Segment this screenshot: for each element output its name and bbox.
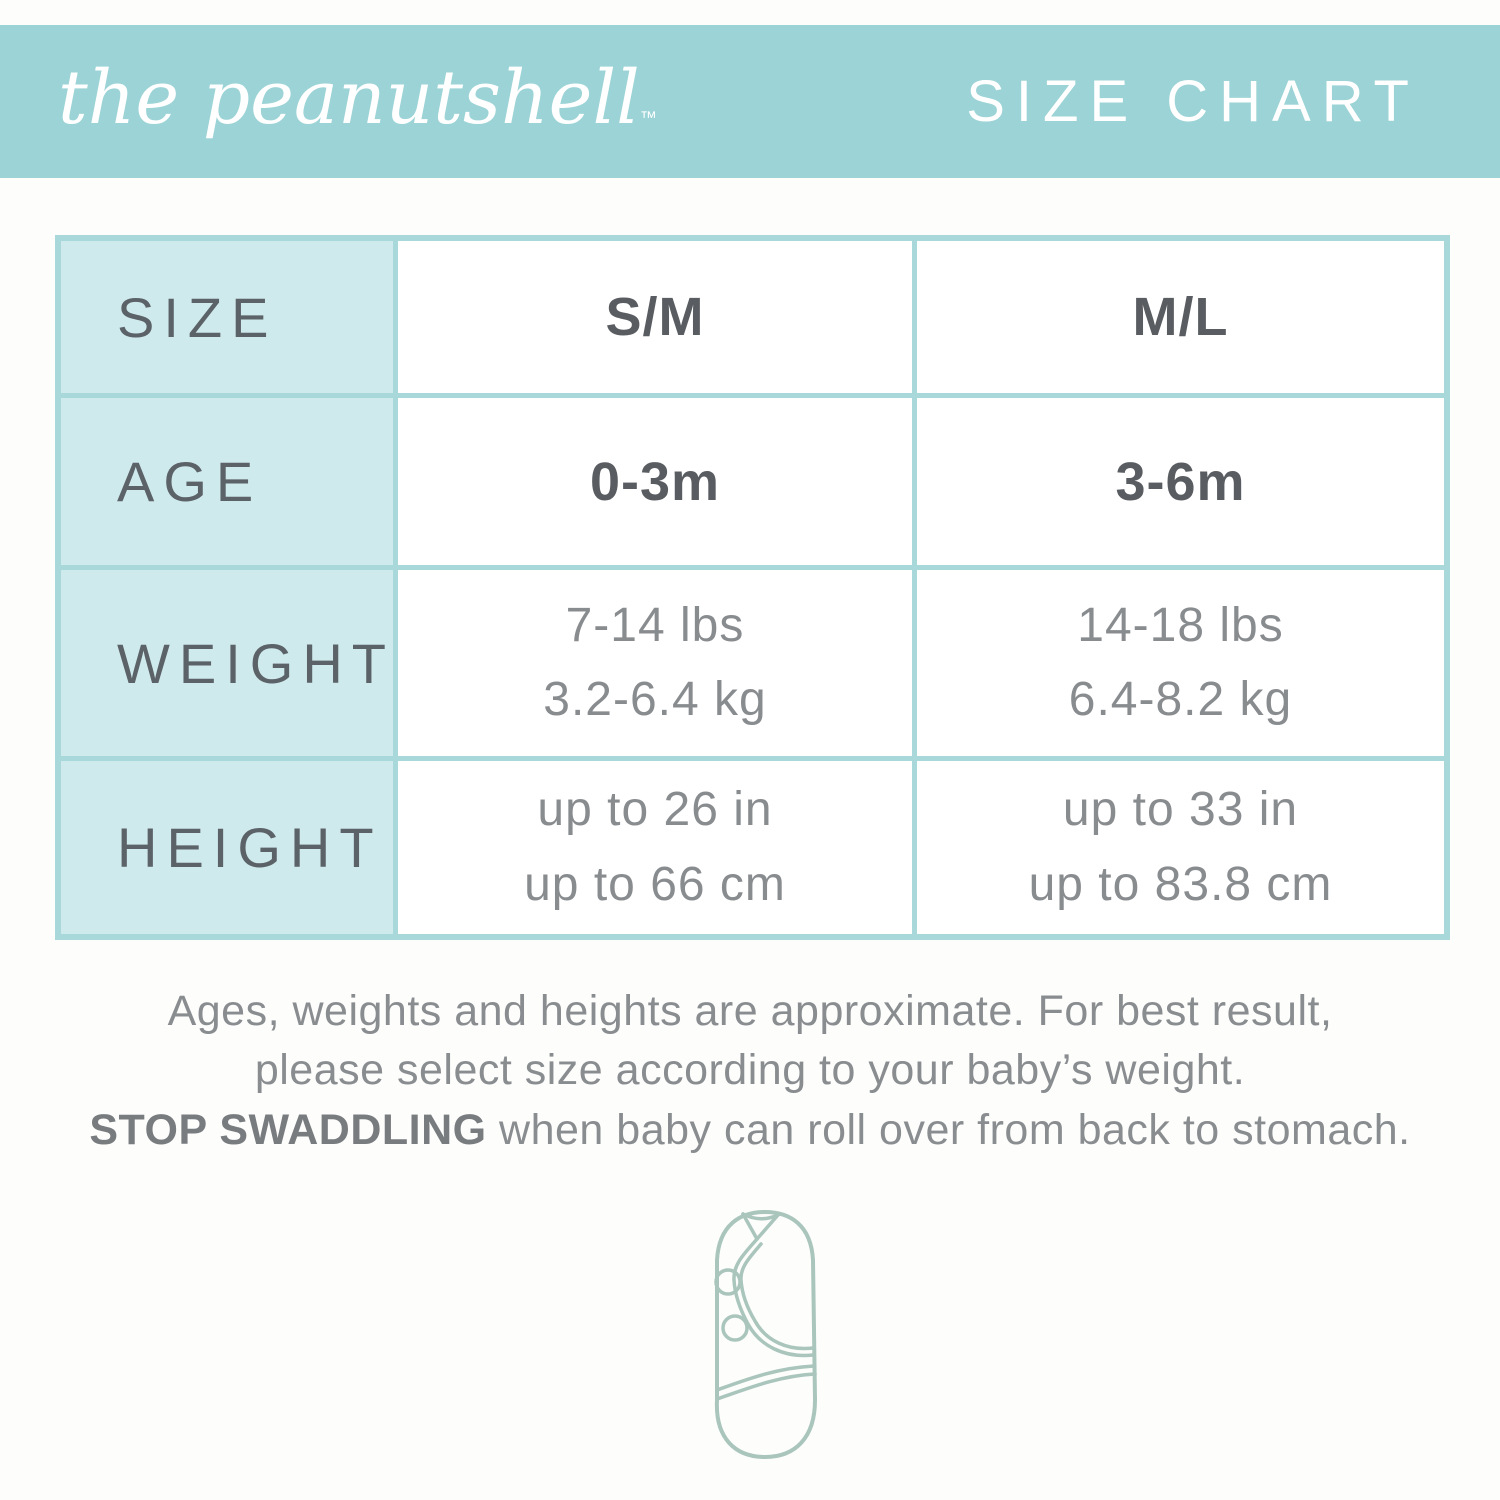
weight-ml-kg: 6.4-8.2 kg xyxy=(1068,673,1293,726)
cell-size-ml: M/L xyxy=(912,241,1444,393)
height-ml-in: up to 33 in xyxy=(1062,783,1299,837)
row-label-size: SIZE xyxy=(61,241,393,393)
row-label-age: AGE xyxy=(61,393,393,565)
disclaimer-line-2: please select size according to your baby’s weight. xyxy=(254,1046,1246,1095)
cell-age-sm: 0-3m xyxy=(393,393,912,565)
height-ml-cm: up to 83.8 cm xyxy=(1028,857,1333,911)
cell-height-ml xyxy=(912,756,1444,934)
swaddle-tab-bottom xyxy=(723,1316,747,1340)
height-sm-cm: up to 66 cm xyxy=(524,857,786,911)
disclaimer-line-3 xyxy=(0,1101,1500,1160)
trademark-symbol: ™ xyxy=(639,107,657,127)
weight-sm-lbs: 7-14 lbs xyxy=(565,598,745,652)
stop-swaddling-emphasis: STOP SWADDLING xyxy=(89,1105,487,1154)
swaddle-band-upper xyxy=(717,1366,814,1390)
cell-weight-sm xyxy=(393,565,912,756)
disclaimer-line-1: Ages, weights and heights are approximate. For best result, xyxy=(167,987,1333,1035)
cell-weight-ml xyxy=(912,565,1444,756)
row-label-height: HEIGHT xyxy=(61,756,393,934)
weight-ml-lbs: 14-18 lbs xyxy=(1077,598,1284,652)
swaddle-tab-top xyxy=(716,1270,740,1294)
swaddle-neck-band xyxy=(743,1214,778,1219)
brand-name: the peanutshell xyxy=(58,54,640,141)
disclaimer-line-3-rest: when baby can roll over from back to stomach. xyxy=(486,1105,1411,1154)
header-bar xyxy=(0,25,1500,178)
cell-age-ml: 3-6m xyxy=(912,393,1444,565)
row-label-weight: WEIGHT xyxy=(61,565,393,756)
disclaimer-text xyxy=(0,982,1500,1160)
swaddle-wrap-icon xyxy=(700,1208,830,1461)
height-sm-in: up to 26 in xyxy=(537,783,773,837)
page-title: SIZE CHART xyxy=(966,69,1420,134)
brand-logo xyxy=(58,55,657,141)
size-table xyxy=(55,235,1450,940)
weight-sm-kg: 3.2-6.4 kg xyxy=(543,673,767,726)
cell-height-sm xyxy=(393,756,912,934)
cell-size-sm: S/M xyxy=(393,241,912,393)
